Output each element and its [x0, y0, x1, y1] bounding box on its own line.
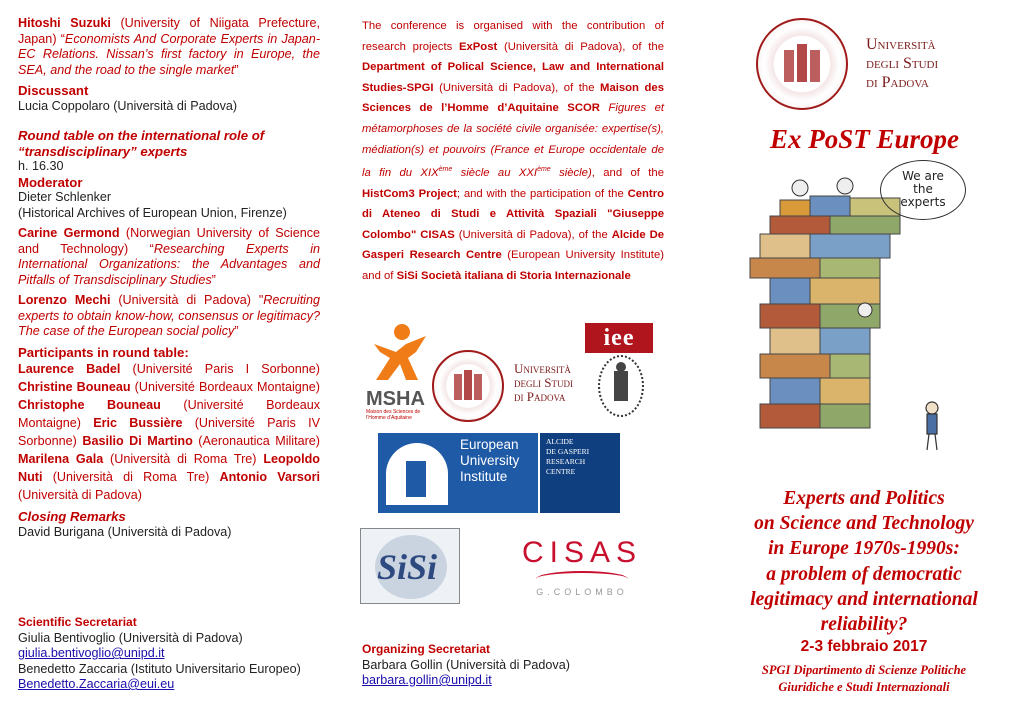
child-figure-icon — [926, 402, 938, 450]
speaker-germond: Carine Germond (Norwegian University of Science and Technology) “Researching Experts in International Organizations: the Advantages and Pitfalls of Transdisciplinary Studies” — [18, 226, 321, 287]
seal-figures-icon — [434, 352, 502, 420]
secretariat-heading: Scientific Secretariat — [18, 615, 137, 629]
middle-column — [362, 16, 664, 286]
contributions-text: The conference is organised with the contribution of research projects ExPost (Università di Padova), of the Department of Polical Science, Law and International Studies-SPGI (Università di Padova), of the Maison des Sciences de l’Homme d’Aquitaine SCOR Figures et métamorphoses de la société civile organisée: expertise(s), médiation(s) et pouvoirs (France et Europe occidentale de la fin du XIXème siècle au XXIème siècle), and of the HistCom3 Project; and with the participation of the Centro di Ateneo di Studi e Attività Spaziali "Giuseppe Colombo" CISAS (Università di Padova), of the Alcide De Gasperi Research Centre (European University Institute) and of SiSi Società italiana di Storia Internazionale — [362, 20, 665, 282]
unipd-seal-small — [432, 350, 504, 422]
histcom-seal — [598, 355, 644, 417]
unipd-logo-text-large: Università degli Studi di Padova — [866, 36, 939, 91]
unipd-logo-text-small: Università degli Studi di Padova — [514, 361, 573, 404]
eui-building-icon — [386, 443, 448, 505]
closing-name: David Burigana (Università di Padova) — [18, 524, 232, 539]
participants-list: Laurence Badel (Université Paris I Sorbonne) Christine Bouneau (Université Bordeaux Montaigne) Christophe Bouneau (Université Bordeaux Montaigne) Eric Bussière (Université Paris IV Sorbonne) Basilio Di Martino (Aeronautica Militare) Marilena Gala (Università di Roma Tre) Leopoldo Nuti (Università di Roma Tre) Antonio Varsori (Università di Padova) — [18, 362, 321, 502]
participants-heading: Participants in round table: — [18, 344, 189, 360]
moderator-name: Dieter Schlenker — [18, 190, 112, 204]
secretariat-person-1: Giulia Bentivoglio (Università di Padova) — [18, 630, 243, 645]
msha-logo — [366, 322, 432, 422]
left-column — [18, 16, 320, 540]
sisi-text: SiSi — [377, 547, 438, 587]
speech-bubble: We are the experts — [880, 160, 966, 220]
subtitle: Experts and Politics on Science and Technology in Europe 1970s-1990s: a problem of democratic legitimacy and international reliability? — [750, 488, 978, 636]
organizing-heading: Organizing Secretariat — [362, 642, 491, 656]
department-name: SPGI Dipartimento di Scienze Politiche Giuridiche e Studi Internazionali — [761, 663, 967, 694]
main-title: Ex PoST Europe — [770, 124, 960, 154]
email-link-zaccaria[interactable]: Benedetto.Zaccaria@eui.eu — [18, 677, 175, 691]
email-link-bentivoglio[interactable]: giulia.bentivoglio@unipd.it — [18, 646, 165, 660]
round-table-title: Round table on the international role of “transdisciplinary” experts — [18, 128, 265, 159]
organizing-name: Barbara Gollin (Università di Padova) — [362, 657, 570, 672]
alcide-de-gasperi-logo: ALCIDE DE GASPERI RESEARCH CENTRE — [540, 433, 620, 513]
unipd-seal-large — [756, 18, 848, 110]
histcom-figure-icon — [600, 357, 642, 415]
msha-figure-icon — [366, 322, 432, 384]
eui-logo: European University Institute — [378, 433, 538, 513]
moderator-affiliation: (Historical Archives of European Union, Firenze) — [18, 205, 287, 220]
cisas-swoosh-icon — [536, 571, 628, 587]
closing-heading: Closing Remarks — [18, 509, 126, 524]
moderator-heading: Moderator — [18, 174, 83, 190]
event-date: 2-3 febbraio 2017 — [800, 638, 928, 655]
seal-figures-icon — [758, 20, 846, 108]
discussant-heading: Discussant — [18, 83, 89, 98]
round-table-time: h. 16.30 — [18, 159, 64, 173]
sisi-logo — [360, 528, 460, 604]
cisas-logo: CISAS G.COLOMBO — [522, 536, 643, 597]
msha-text: MSHA — [366, 388, 425, 410]
scientific-secretariat — [18, 615, 338, 693]
iee-logo: iee — [585, 323, 653, 353]
discussant-name: Lucia Coppolaro (Università di Padova) — [18, 98, 238, 113]
secretariat-person-2: Benedetto Zaccaria (Istituto Universitario Europeo) — [18, 661, 301, 676]
speaker-suzuki: Hitoshi Suzuki (University of Niigata Prefecture, Japan) “Economists And Corporate Experts in Japan-EC Relations. Nissan’s first factory in Europe, the SEA, and the road to the single market” — [18, 16, 321, 77]
speaker-mechi: Lorenzo Mechi (Università di Padova) "Recruiting experts to obtain know-how, consensus or legitimacy? The case of the European social policy” — [18, 293, 320, 338]
msha-subtext: Maison des Sciences de l’Homme d’Aquitaine — [366, 409, 421, 421]
sisi-globe-icon — [361, 529, 460, 604]
email-link-gollin[interactable]: barbara.gollin@unipd.it — [362, 673, 492, 687]
organizing-secretariat — [362, 642, 662, 689]
